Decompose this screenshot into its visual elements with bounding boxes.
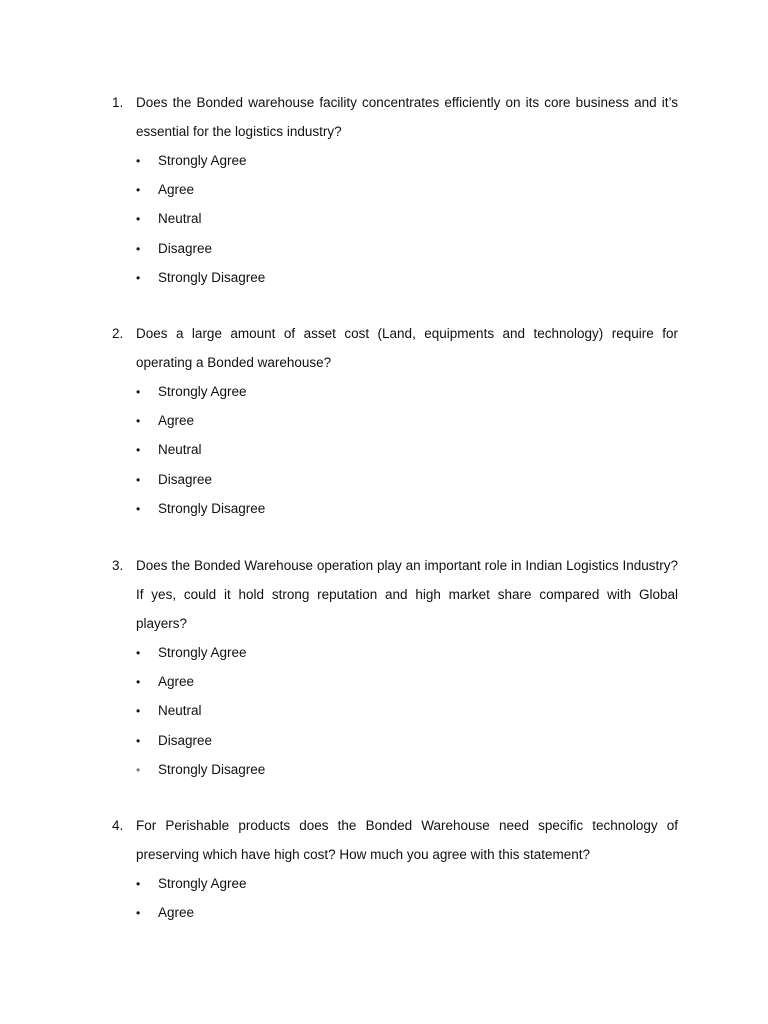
option-item	[136, 377, 678, 406]
option-label: Neutral	[158, 211, 202, 227]
option-item	[136, 234, 678, 263]
question-text: Does a large amount of asset cost (Land, equipments and technology) require for operating a Bonded warehouse?	[136, 326, 678, 370]
option-label: Neutral	[158, 703, 202, 719]
question-4	[112, 811, 678, 928]
option-label: Strongly Agree	[158, 152, 247, 168]
option-label: Agree	[158, 182, 195, 198]
bullet-icon: •	[136, 733, 141, 748]
question-number: 3.	[112, 558, 124, 573]
option-item	[136, 436, 678, 465]
question-row	[112, 88, 678, 146]
bullet-icon: •	[136, 704, 141, 719]
option-item	[136, 263, 678, 292]
question-row	[112, 811, 678, 869]
option-label: Strongly Disagree	[158, 501, 266, 517]
bullet-icon: •	[136, 443, 141, 458]
question-text: Does the Bonded Warehouse operation play an important role in Indian Logistics Industry? If yes, could it hold strong reputation and high market share compared with Global players?	[136, 558, 678, 631]
option-item	[136, 869, 678, 898]
question-row	[112, 319, 678, 377]
question-text: Does the Bonded warehouse facility concentrates efficiently on its core business and it’s essential for the logistics industry?	[136, 95, 678, 139]
option-label: Strongly Agree	[158, 383, 247, 399]
question-3	[112, 551, 678, 784]
option-item	[136, 726, 678, 755]
bullet-icon: •	[136, 153, 141, 168]
option-label: Agree	[158, 674, 195, 690]
question-1	[112, 88, 678, 292]
option-label: Agree	[158, 413, 195, 429]
bullet-icon: •	[136, 182, 141, 197]
bullet-icon: •	[136, 674, 141, 689]
option-item	[136, 755, 678, 784]
question-2	[112, 319, 678, 523]
question-text: For Perishable products does the Bonded Warehouse need specific technology of preserving which have high cost? How much you agree with this statement?	[136, 818, 678, 862]
bullet-icon: •	[136, 413, 141, 428]
question-number: 2.	[112, 326, 124, 341]
answer-options	[136, 638, 678, 784]
bullet-icon: •	[136, 645, 141, 660]
answer-options	[136, 869, 678, 928]
bullet-icon: •	[136, 876, 141, 891]
option-label: Neutral	[158, 442, 202, 458]
option-label: Disagree	[158, 471, 213, 487]
bullet-icon: •	[136, 472, 141, 487]
option-item	[136, 494, 678, 523]
bullet-icon: •	[136, 762, 141, 777]
option-label: Disagree	[158, 732, 213, 748]
answer-options	[136, 146, 678, 292]
bullet-icon: •	[136, 270, 141, 285]
bullet-icon: •	[136, 241, 141, 256]
bullet-icon: •	[136, 905, 141, 920]
option-label: Strongly Agree	[158, 875, 247, 891]
option-item	[136, 697, 678, 726]
option-item	[136, 638, 678, 667]
option-label: Strongly Disagree	[158, 270, 266, 286]
option-label: Agree	[158, 905, 195, 921]
question-number: 1.	[112, 95, 124, 110]
option-label: Strongly Agree	[158, 644, 247, 660]
option-item	[136, 205, 678, 234]
question-row	[112, 551, 678, 638]
option-item	[136, 898, 678, 927]
answer-options	[136, 377, 678, 523]
option-item	[136, 146, 678, 175]
question-number: 4.	[112, 818, 124, 833]
option-item	[136, 465, 678, 494]
bullet-icon: •	[136, 212, 141, 227]
option-label: Disagree	[158, 240, 213, 256]
bullet-icon: •	[136, 501, 141, 516]
option-item	[136, 175, 678, 204]
option-item	[136, 406, 678, 435]
option-item	[136, 667, 678, 696]
option-label: Strongly Disagree	[158, 762, 266, 778]
bullet-icon: •	[136, 384, 141, 399]
